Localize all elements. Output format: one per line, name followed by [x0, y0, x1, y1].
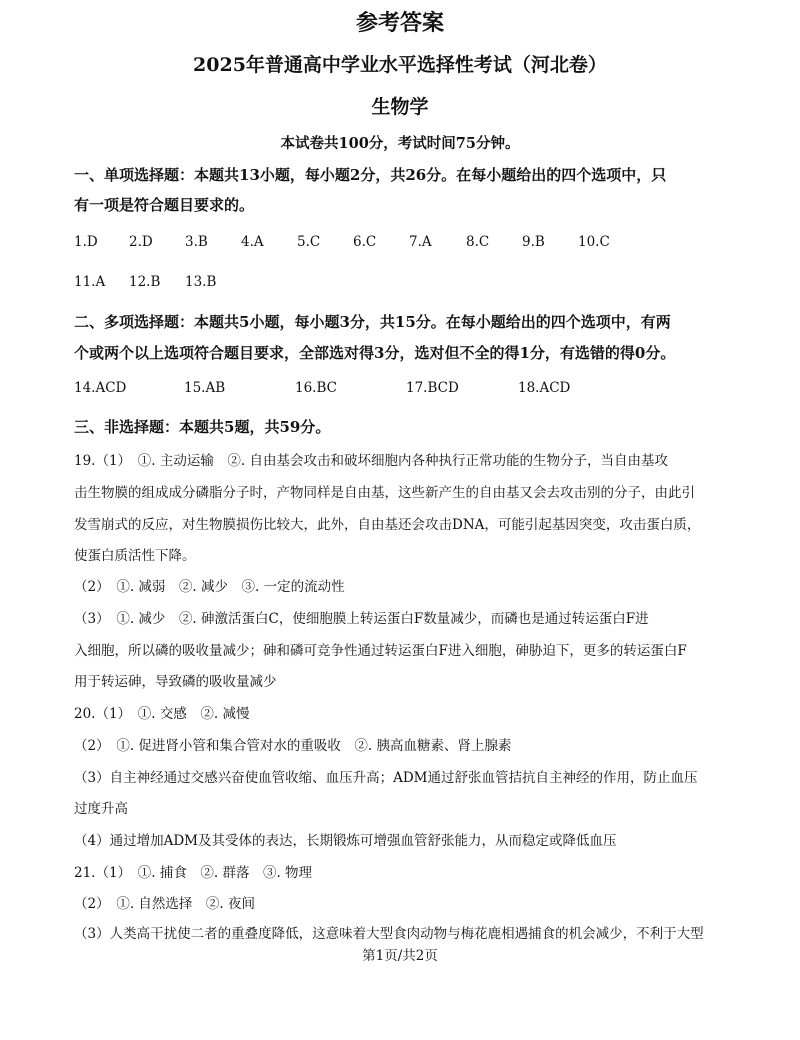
answer-item: 9.B [522, 234, 545, 250]
answer-item: 4.A [241, 234, 264, 250]
answer-item: 16.BC [295, 380, 337, 396]
section2-heading-line2: 个或两个以上选项符合题目要求，全部选对得3分，选对但不全的得1分，有选错的得0分。 [74, 344, 676, 362]
answer-line: 21.（1） ①. 捕食 ②. 群落 ③. 物理 [74, 865, 313, 881]
answer-line: 使蛋白质活性下降。 [74, 548, 196, 564]
answer-item: 8.C [466, 234, 490, 250]
exam-title: 2025年普通高中学业水平选择性考试（河北卷） [193, 54, 607, 76]
section2-answers [74, 380, 740, 396]
answer-line: （2） ①. 自然选择 ②. 夜间 [74, 896, 256, 912]
answer-item: 6.C [353, 234, 377, 250]
answer-title: 参考答案 [355, 10, 444, 36]
page-number: 第1页/共2页 [362, 948, 438, 964]
answer-item: 12.B [129, 274, 161, 290]
answer-line: 发雪崩式的反应，对生物膜损伤比较大，此外，自由基还会攻击DNA，可能引起基因突变，攻击蛋白质， [74, 517, 701, 533]
answer-line: （3） ①. 减少 ②. 砷激活蛋白C，使细胞膜上转运蛋白F数量减少，而磷也是通过转运蛋白F进 [74, 611, 649, 627]
section1-heading-line1: 一、单项选择题：本题共13小题，每小题2分，共26分。在每小题给出的四个选项中，只 [74, 166, 667, 184]
answer-item: 10.C [578, 234, 610, 250]
answer-line: 击生物膜的组成成分磷脂分子时，产物同样是自由基，这些新产生的自由基又会去攻击别的分子，由此引 [74, 485, 695, 501]
section2-heading-line1: 二、多项选择题：本题共5小题，每小题3分，共15分。在每小题给出的四个选项中，有两 [74, 313, 671, 331]
answer-line: （2） ①. 促进肾小管和集合管对水的重吸收 ②. 胰高血糖素、肾上腺素 [74, 738, 512, 754]
answer-item: 2.D [129, 234, 153, 250]
section3-heading: 三、非选择题：本题共5题，共59分。 [74, 418, 331, 436]
answer-item: 17.BCD [406, 380, 459, 396]
answer-line: 入细胞，所以磷的吸收量减少；砷和磷可竞争性通过转运蛋白F进入细胞，砷胁迫下，更多的转运蛋白F [74, 643, 687, 659]
section1-answers-row1 [74, 234, 740, 250]
section1-heading-line2: 有一项是符合题目要求的。 [74, 196, 255, 214]
answer-line: 19.（1） ①. 主动运输 ②. 自由基会攻击和破坏细胞内各种执行正常功能的生物分子，当自由基攻 [74, 453, 668, 469]
answer-item: 14.ACD [74, 380, 127, 396]
answer-item: 5.C [297, 234, 321, 250]
answer-item: 7.A [409, 234, 432, 250]
answer-item: 15.AB [184, 380, 226, 396]
section1-answers-row2 [74, 274, 740, 290]
answer-item: 11.A [74, 274, 106, 290]
answer-line: （3）人类高干扰使二者的重叠度降低，这意味着大型食肉动物与梅花鹿相遇捕食的机会减少，不利于大型 [74, 926, 704, 942]
subject-title: 生物学 [371, 96, 429, 118]
answer-item: 13.B [185, 274, 217, 290]
answer-line: （2） ①. 减弱 ②. 减少 ③. 一定的流动性 [74, 579, 345, 595]
answer-line: 用于转运砷，导致磷的吸收量减少 [74, 674, 277, 690]
answer-line: 过度升高 [74, 801, 128, 817]
answer-item: 18.ACD [518, 380, 571, 396]
answer-line: （3）自主神经通过交感兴奋使血管收缩、血压升高；ADM通过舒张血管拮抗自主神经的作用，防止血压 [74, 770, 698, 786]
answer-line: 20.（1） ①. 交感 ②. 减慢 [74, 706, 250, 722]
answer-line: （4）通过增加ADM及其受体的表达，长期锻炼可增强血管舒张能力，从而稳定或降低血压 [74, 833, 617, 849]
answer-item: 3.B [185, 234, 208, 250]
exam-info: 本试卷共100分，考试时间75分钟。 [280, 135, 520, 152]
answer-item: 1.D [74, 234, 98, 250]
